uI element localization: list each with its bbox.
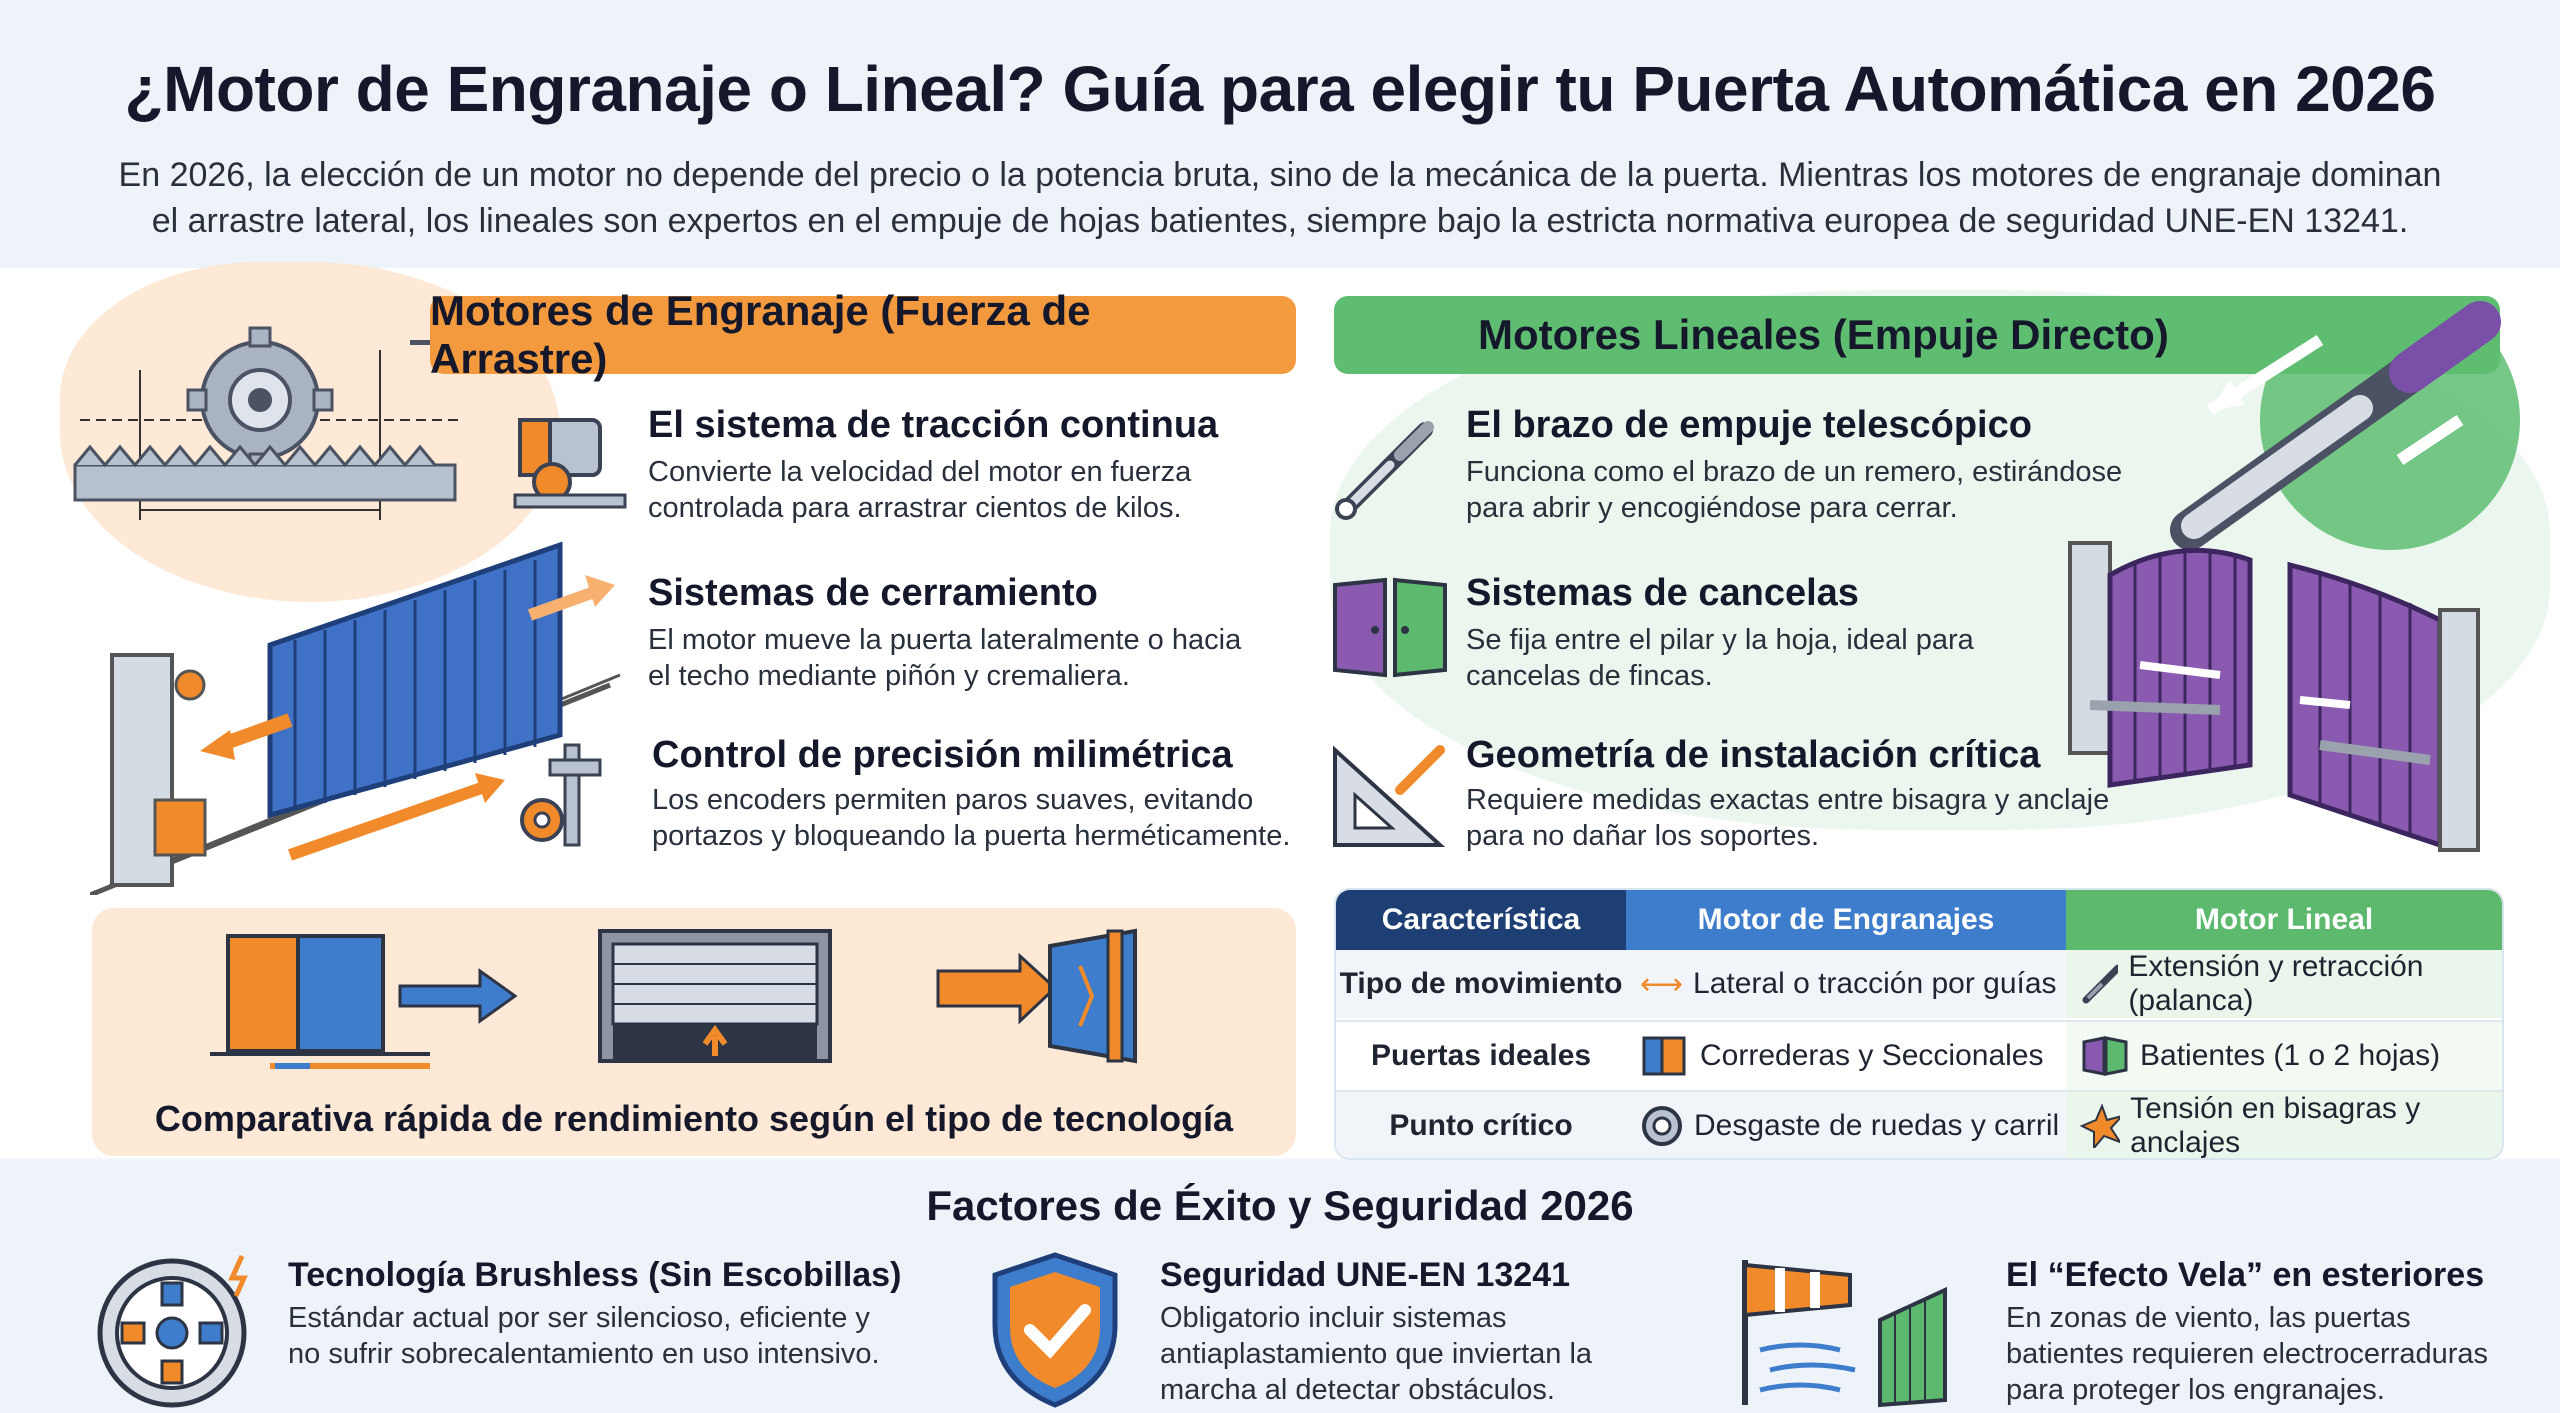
wheel-icon	[1640, 1104, 1684, 1148]
feature-desc-gates	[1466, 622, 1974, 694]
gate-doors-icon	[1330, 575, 1450, 685]
table-cell-gear	[1626, 1034, 2066, 1078]
brushless-title: Tecnología Brushless (Sin Escobillas)	[288, 1256, 902, 1294]
table-row-key: Punto crítico	[1389, 1109, 1573, 1142]
brushless-motor-icon	[92, 1248, 262, 1408]
sectional-door-comparison-icon	[595, 926, 835, 1066]
feature-title-precision: Control de precisión milimétrica	[652, 734, 1233, 776]
sail-effect-desc	[2006, 1300, 2488, 1408]
sail-effect-title: El “Efecto Vela” en esteriores	[2006, 1256, 2485, 1294]
feature-desc-line: Convierte la velocidad del motor en fuerza	[648, 456, 1192, 488]
caliper-gear-icon	[510, 740, 630, 850]
feature-title-gates: Sistemas de cancelas	[1466, 572, 1859, 614]
feature-desc-traction	[648, 454, 1191, 526]
desc-line: marcha al detectar obstáculos.	[1160, 1374, 1555, 1406]
subtitle-line-2: el arrastre lateral, los lineales son expertos en el empuje de hojas batientes, siempre bajo la estricta normativa europea de seguridad UNE-EN 13241.	[151, 202, 2409, 240]
desc-line: no sufrir sobrecalentamiento en uso intensivo.	[288, 1338, 880, 1370]
table-row	[1336, 950, 2502, 1018]
table-cell-gear	[1626, 967, 2066, 1002]
telescopic-arm-icon	[1330, 405, 1450, 525]
table-row-key: Puertas ideales	[1370, 1039, 1592, 1072]
gate-impact-comparison-icon	[930, 926, 1150, 1066]
feature-desc-line: el techo mediante piñón y cremaliera.	[648, 660, 1130, 692]
feature-desc-line: Funciona como el brazo de un remero, estirándose	[1466, 456, 2123, 488]
feature-desc-line: Se fija entre el pilar y la hoja, ideal para	[1466, 624, 1974, 656]
table-cell-linear	[2066, 1092, 2502, 1160]
table-header-feature: Característica	[1336, 890, 1626, 950]
sliding-door-icon	[1640, 1034, 1690, 1078]
desc-line: antiaplastamiento que inviertan la	[1160, 1338, 1593, 1370]
table-cell-linear	[2066, 950, 2502, 1018]
feature-desc-line: para abrir y encogiéndose para cerrar.	[1466, 492, 1958, 524]
table-cell-linear	[2066, 1022, 2502, 1090]
table-header-gear-motor: Motor de Engranajes	[1626, 890, 2066, 950]
feature-title-geometry: Geometría de instalación crítica	[1466, 734, 2041, 776]
swing-gate-icon	[2080, 1034, 2130, 1078]
feature-desc-line: Requiere medidas exactas entre bisagra y anclaje	[1466, 784, 2110, 816]
feature-desc-line: El motor mueve la puerta lateralmente o hacia	[648, 624, 1242, 656]
feature-desc-geometry	[1466, 782, 2109, 854]
feature-desc-line: portazos y bloqueando la puerta herméticamente.	[652, 820, 1291, 852]
table-cell-text: Correderas y Seccionales	[1700, 1039, 2044, 1072]
feature-desc-line: para no dañar los soportes.	[1466, 820, 1820, 852]
table-cell-text: Extensión y retracción (palanca)	[2128, 950, 2424, 1017]
desc-line: batientes requieren electrocerraduras	[2006, 1338, 2488, 1370]
subtitle-line-1: En 2026, la elección de un motor no depende del precio o la potencia bruta, sino de la mecánica de la puerta. Mientras los motores de engranaje dominan	[118, 156, 2442, 194]
table-cell-text: Desgaste de ruedas y carril	[1694, 1109, 2060, 1142]
feature-title-telescopic: El brazo de empuje telescópico	[1466, 404, 2032, 446]
desc-line: Estándar actual por ser silencioso, eficiente y	[288, 1302, 870, 1334]
desc-line: En zonas de viento, las puertas	[2006, 1302, 2411, 1334]
desc-line: Obligatorio incluir sistemas	[1160, 1302, 1507, 1334]
feature-title-enclosure: Sistemas de cerramiento	[648, 572, 1098, 614]
double-arrow-icon: ⟷	[1640, 967, 1684, 1001]
feature-desc-line: cancelas de fincas.	[1466, 660, 1713, 692]
table-header-linear-motor: Motor Lineal	[2066, 890, 2502, 950]
feature-desc-telescopic	[1466, 454, 2122, 526]
table-row	[1336, 1090, 2502, 1160]
table-cell-gear	[1626, 1104, 2066, 1148]
success-factors-title: Factores de Éxito y Seguridad 2026	[926, 1182, 1634, 1229]
desc-line: para proteger los engranajes.	[2006, 1374, 2385, 1406]
table-row	[1336, 1020, 2502, 1090]
gear-motors-banner: Motores de Engranaje (Fuerza de Arrastre)	[430, 296, 1296, 374]
feature-desc-line: Los encoders permiten paros suaves, evitando	[652, 784, 1254, 816]
table-cell-text: Tensión en bisagras y anclajes	[2130, 1092, 2421, 1159]
safety-title: Seguridad UNE-EN 13241	[1160, 1256, 1571, 1294]
feature-desc-enclosure	[648, 622, 1241, 694]
motor-gear-icon	[510, 410, 630, 510]
windsock-gate-icon	[1730, 1250, 1960, 1410]
feature-title-traction: El sistema de tracción continua	[648, 404, 1219, 446]
feature-desc-line: controlada para arrastrar cientos de kilos.	[648, 492, 1182, 524]
stress-burst-icon	[2080, 1104, 2120, 1148]
brushless-desc	[288, 1300, 880, 1372]
page-title: ¿Motor de Engranaje o Lineal? Guía para elegir tu Puerta Automática en 2026	[124, 53, 2436, 125]
comparison-caption: Comparativa rápida de rendimiento según el tipo de tecnología	[154, 1098, 1234, 1139]
swing-gates-illustration	[2060, 535, 2500, 865]
sliding-door-comparison-icon	[200, 926, 530, 1076]
table-cell-text: Lateral o tracción por guías	[1693, 967, 2057, 1000]
table-row-key: Tipo de movimiento	[1339, 967, 1623, 1000]
page-subtitle	[100, 152, 2460, 244]
comparison-table	[1334, 888, 2504, 1160]
table-cell-text: Batientes (1 o 2 hojas)	[2140, 1039, 2441, 1072]
set-square-icon	[1330, 740, 1450, 850]
feature-desc-precision	[652, 782, 1290, 854]
shield-check-icon	[985, 1250, 1125, 1410]
gear-rack-icon	[70, 320, 470, 530]
safety-desc	[1160, 1300, 1592, 1408]
linear-motors-banner: Motores Lineales (Empuje Directo)	[1334, 296, 2500, 374]
linear-actuator-illustration	[2170, 300, 2530, 550]
actuator-arm-icon	[2080, 962, 2118, 1006]
